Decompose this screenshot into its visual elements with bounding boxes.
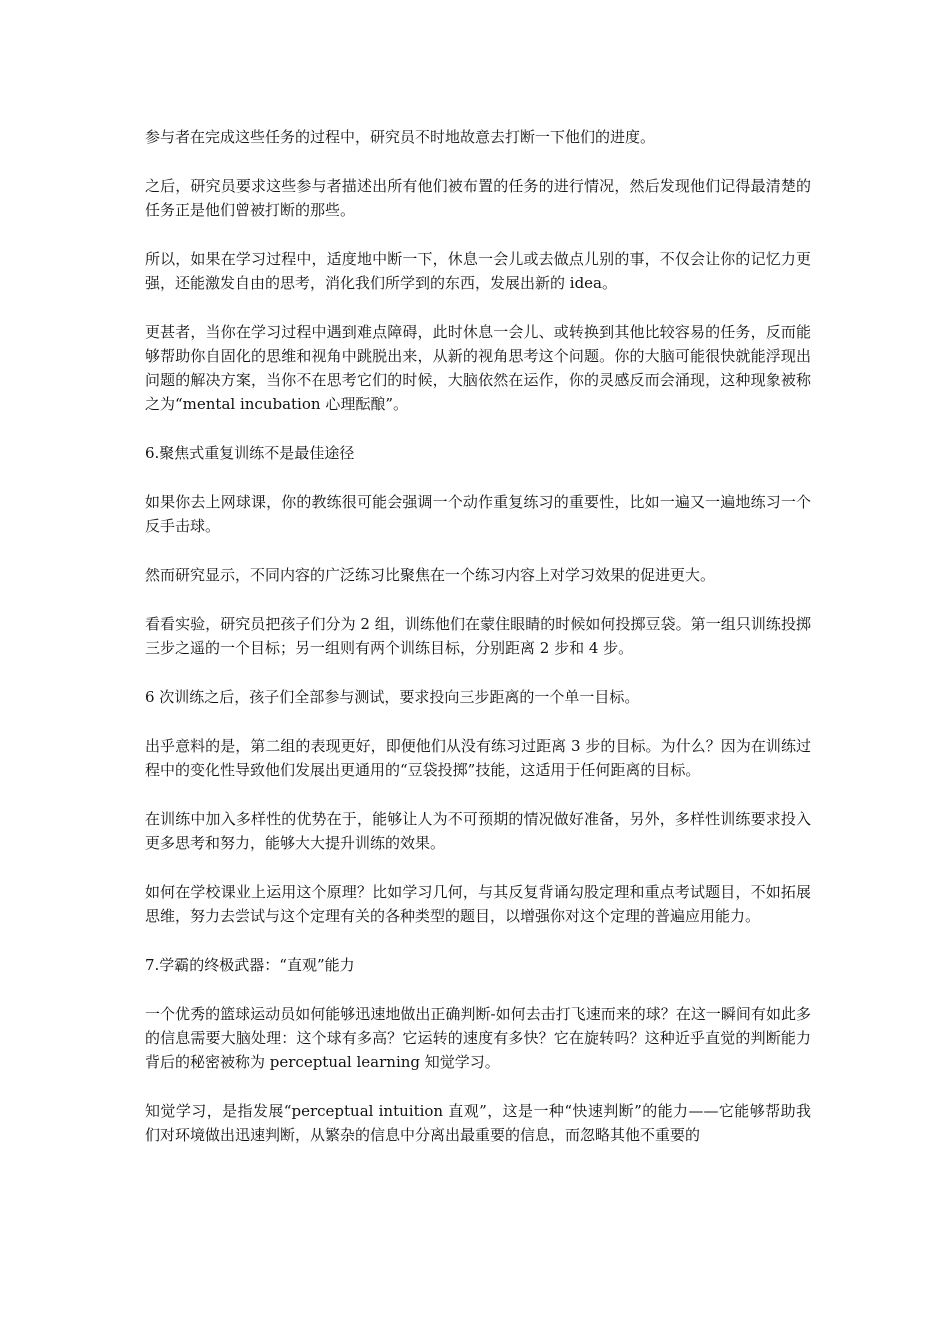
paragraph: 出乎意料的是，第二组的表现更好，即便他们从没有练习过距离 3 步的目标。为什么？因为在训练过程中的变化性导致他们发展出更通用的“豆袋投掷”技能，这适用于任何距离的目标。 bbox=[145, 737, 811, 779]
paragraph: 知觉学习，是指发展“perceptual intuition 直观”，这是一种“快速判断”的能力——它能够帮助我们对环境做出迅速判断，从繁杂的信息中分离出最重要的信息，而忽略其他不重要的 bbox=[145, 1102, 811, 1144]
section-heading-6: 6.聚焦式重复训练不是最佳途径 bbox=[145, 444, 355, 462]
paragraph: 在训练中加入多样性的优势在于，能够让人为不可预期的情况做好准备，另外，多样性训练要求投入更多思考和努力，能够大大提升训练的效果。 bbox=[145, 810, 811, 852]
paragraph: 一个优秀的篮球运动员如何能够迅速地做出正确判断-如何去击打飞速而来的球？在这一瞬间有如此多的信息需要大脑处理：这个球有多高？它运转的速度有多快？它在旋转吗？这种近乎直觉的判断能力背后的秘密被称为 perceptual learning 知觉学习。 bbox=[145, 1005, 811, 1071]
paragraph: 6 次训练之后，孩子们全部参与测试，要求投向三步距离的一个单一目标。 bbox=[145, 688, 640, 706]
paragraph: 然而研究显示，不同内容的广泛练习比聚焦在一个练习内容上对学习效果的促进更大。 bbox=[145, 566, 716, 584]
paragraph: 之后，研究员要求这些参与者描述出所有他们被布置的任务的进行情况，然后发现他们记得最清楚的任务正是他们曾被打断的那些。 bbox=[145, 177, 811, 219]
paragraph: 所以，如果在学习过程中，适度地中断一下，休息一会儿或去做点儿别的事，不仅会让你的记忆力更强，还能激发自由的思考，消化我们所学到的东西，发展出新的 idea。 bbox=[145, 250, 811, 292]
paragraph: 如何在学校课业上运用这个原理？比如学习几何，与其反复背诵勾股定理和重点考试题目，不如拓展思维，努力去尝试与这个定理有关的各种类型的题目，以增强你对这个定理的普遍应用能力。 bbox=[145, 883, 811, 925]
paragraph: 参与者在完成这些任务的过程中，研究员不时地故意去打断一下他们的进度。 bbox=[145, 128, 656, 146]
paragraph: 更甚者，当你在学习过程中遇到难点障碍，此时休息一会儿、或转换到其他比较容易的任务，反而能够帮助你自固化的思维和视角中跳脱出来，从新的视角思考这个问题。你的大脑可能很快就能浮现出问题的解决方案，当你不在思考它们的时候，大脑依然在运作，你的灵感反而会涌现，这种现象被称之为“mental incubation 心理酝酿”。 bbox=[145, 323, 811, 413]
document-body bbox=[145, 125, 811, 1172]
paragraph: 看看实验，研究员把孩子们分为 2 组，训练他们在蒙住眼睛的时候如何投掷豆袋。第一组只训练投掷三步之遥的一个目标；另一组则有两个训练目标，分别距离 2 步和 4 步。 bbox=[145, 615, 811, 657]
paragraph: 如果你去上网球课，你的教练很可能会强调一个动作重复练习的重要性，比如一遍又一遍地练习一个反手击球。 bbox=[145, 493, 811, 535]
section-heading-7: 7.学霸的终极武器：“直观”能力 bbox=[145, 956, 355, 974]
